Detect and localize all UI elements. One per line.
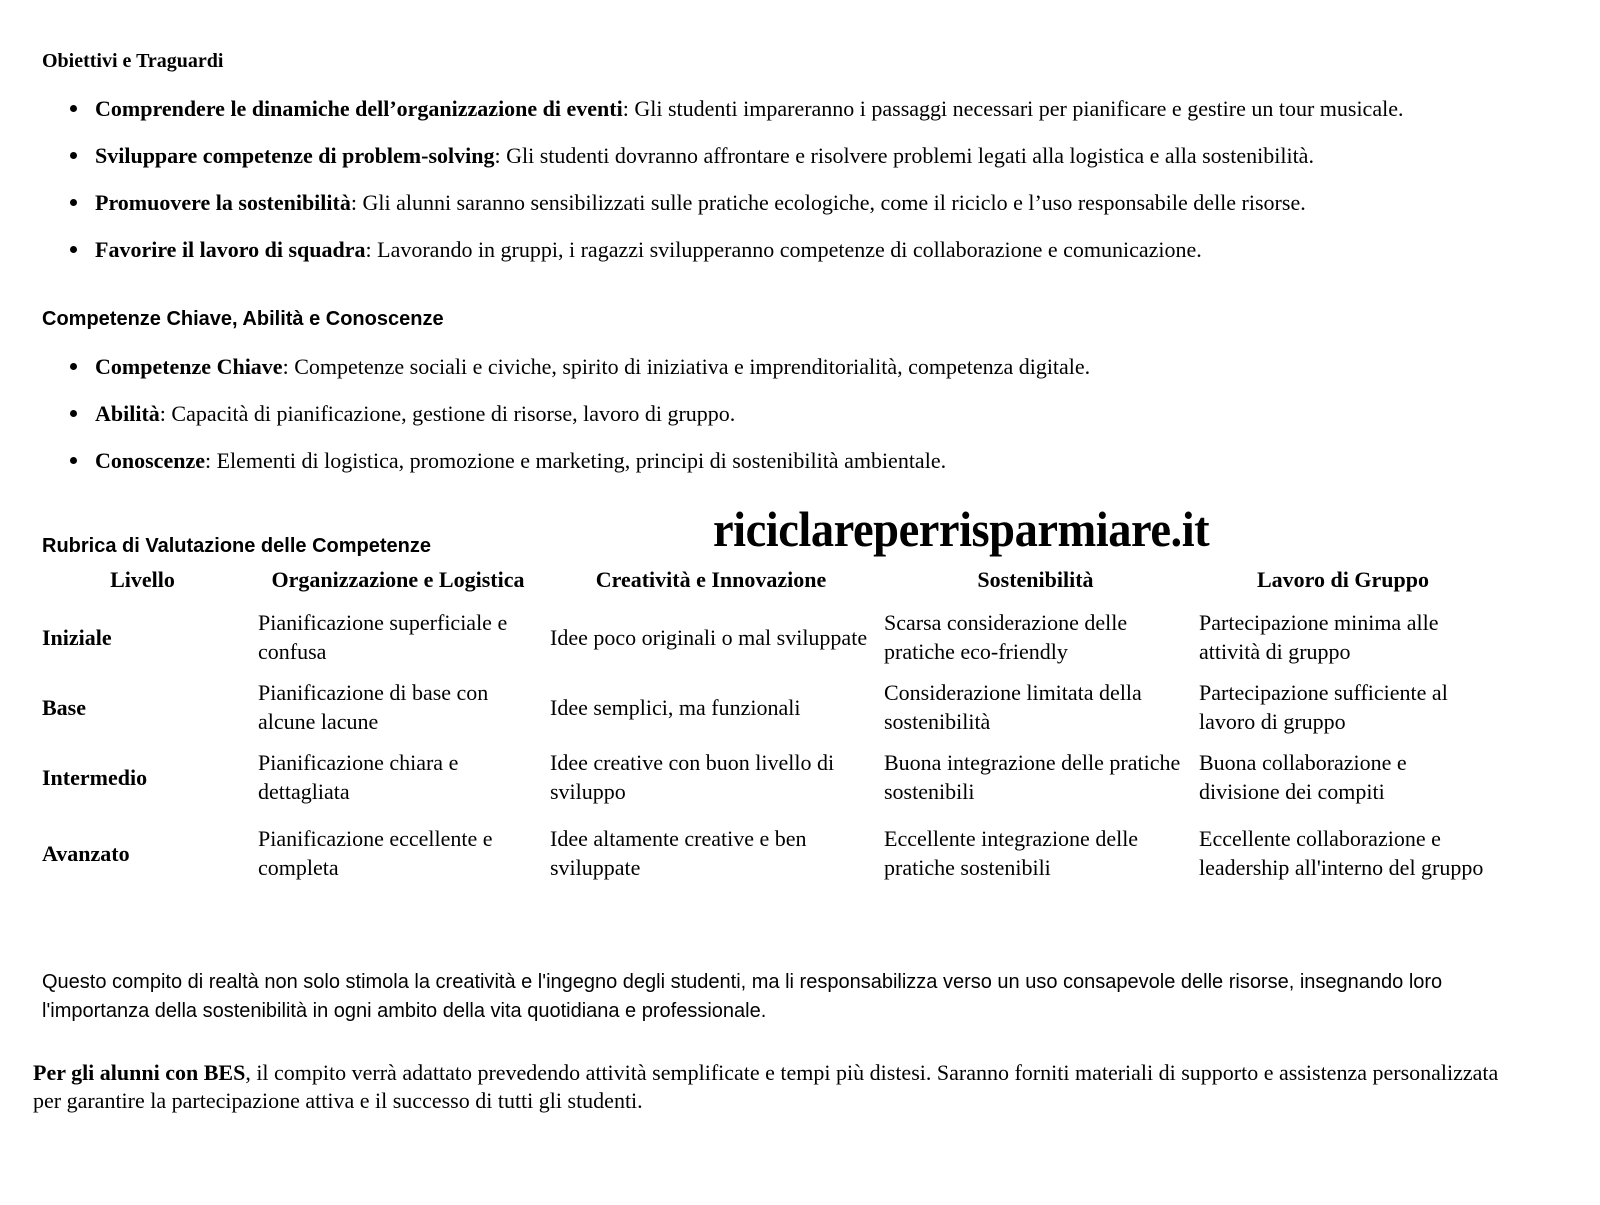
table-cell: Partecipazione sufficiente al lavoro di gruppo <box>1199 680 1448 734</box>
level-cell: Iniziale <box>42 624 112 650</box>
table-header-row: Livello Organizzazione e Logistica Creatività e Innovazione Sostenibilità Lavoro di Gruppo <box>110 567 1429 592</box>
table-cell: Idee altamente creative e ben sviluppate <box>550 826 807 880</box>
table-cell: Buona integrazione delle pratiche sostenibili <box>884 750 1181 804</box>
table-cell: Pianificazione di base con alcune lacune <box>258 680 489 734</box>
table-cell: Scarsa considerazione delle pratiche eco-friendly <box>884 610 1128 664</box>
table-cell: Considerazione limitata della sostenibilità <box>884 680 1142 734</box>
list-item: Sviluppare competenze di problem-solving: Gli studenti dovranno affrontare e risolvere problemi legati alla logistica e alla sostenibilità. <box>0 142 1480 169</box>
rubric-table <box>33 565 1493 894</box>
list-item: Comprendere le dinamiche dell’organizzazione di eventi: Gli studenti impareranno i passaggi necessari per pianificare e gestire un tour musicale. <box>0 95 1480 122</box>
table-cell: Pianificazione eccellente e completa <box>258 826 493 880</box>
table-row <box>33 602 1493 672</box>
table-cell: Pianificazione chiara e dettagliata <box>258 750 459 804</box>
level-cell: Intermedio <box>42 764 148 790</box>
table-cell: Pianificazione superficiale e confusa <box>258 610 508 664</box>
table-row <box>33 812 1493 894</box>
level-cell: Avanzato <box>42 840 130 866</box>
table-row <box>33 672 1493 742</box>
table-cell: Eccellente integrazione delle pratiche sostenibili <box>884 826 1139 880</box>
table-cell: Buona collaborazione e divisione dei compiti <box>1199 750 1407 804</box>
table-cell: Partecipazione minima alle attività di gruppo <box>1199 610 1439 664</box>
list-item: Promuovere la sostenibilità: Gli alunni saranno sensibilizzati sulle pratiche ecologiche, come il riciclo e l’uso responsabile delle risorse. <box>0 189 1480 216</box>
table-cell: Eccellente collaborazione e leadership all'interno del gruppo <box>1199 826 1484 880</box>
level-cell: Base <box>42 694 86 720</box>
table-cell: Idee creative con buon livello di sviluppo <box>550 750 835 804</box>
rubric-heading: Rubrica di Valutazione delle Competenze <box>42 535 431 557</box>
list-item: Favorire il lavoro di squadra: Lavorando in gruppi, i ragazzi svilupperanno competenze di collaborazione e comunicazione. <box>0 236 1480 263</box>
competences-list <box>0 353 1480 494</box>
competences-heading: Competenze Chiave, Abilità e Conoscenze <box>42 308 444 330</box>
conclusion-paragraph: Questo compito di realtà non solo stimola la creatività e l'ingegno degli studenti, ma li responsabilizza verso un uso consapevole delle risorse, insegnando loro l'importanza della sostenibilità in ogni ambito della vita quotidiana e professionale. <box>42 971 1443 1022</box>
table-cell: Idee poco originali o mal sviluppate <box>550 624 868 650</box>
list-item: Competenze Chiave: Competenze sociali e civiche, spirito di iniziativa e imprenditorialità, competenza digitale. <box>0 353 1480 380</box>
watermark: riciclareperrisparmiare.it <box>713 501 1210 557</box>
table-cell: Idee semplici, ma funzionali <box>550 694 801 720</box>
objectives-heading: Obiettivi e Traguardi <box>42 50 224 72</box>
list-item: Abilità: Capacità di pianificazione, gestione di risorse, lavoro di gruppo. <box>0 400 1480 427</box>
bes-paragraph: Per gli alunni con BES, il compito verrà adattato prevedendo attività semplificate e tempi più distesi. Saranno forniti materiali di supporto e assistenza personalizzata per garantire la partecipazione attiva e il successo di tutti gli studenti. <box>33 1060 1499 1113</box>
list-item: Conoscenze: Elementi di logistica, promozione e marketing, principi di sostenibilità ambientale. <box>0 447 1480 474</box>
objectives-list <box>0 95 1480 283</box>
table-row <box>33 742 1493 812</box>
